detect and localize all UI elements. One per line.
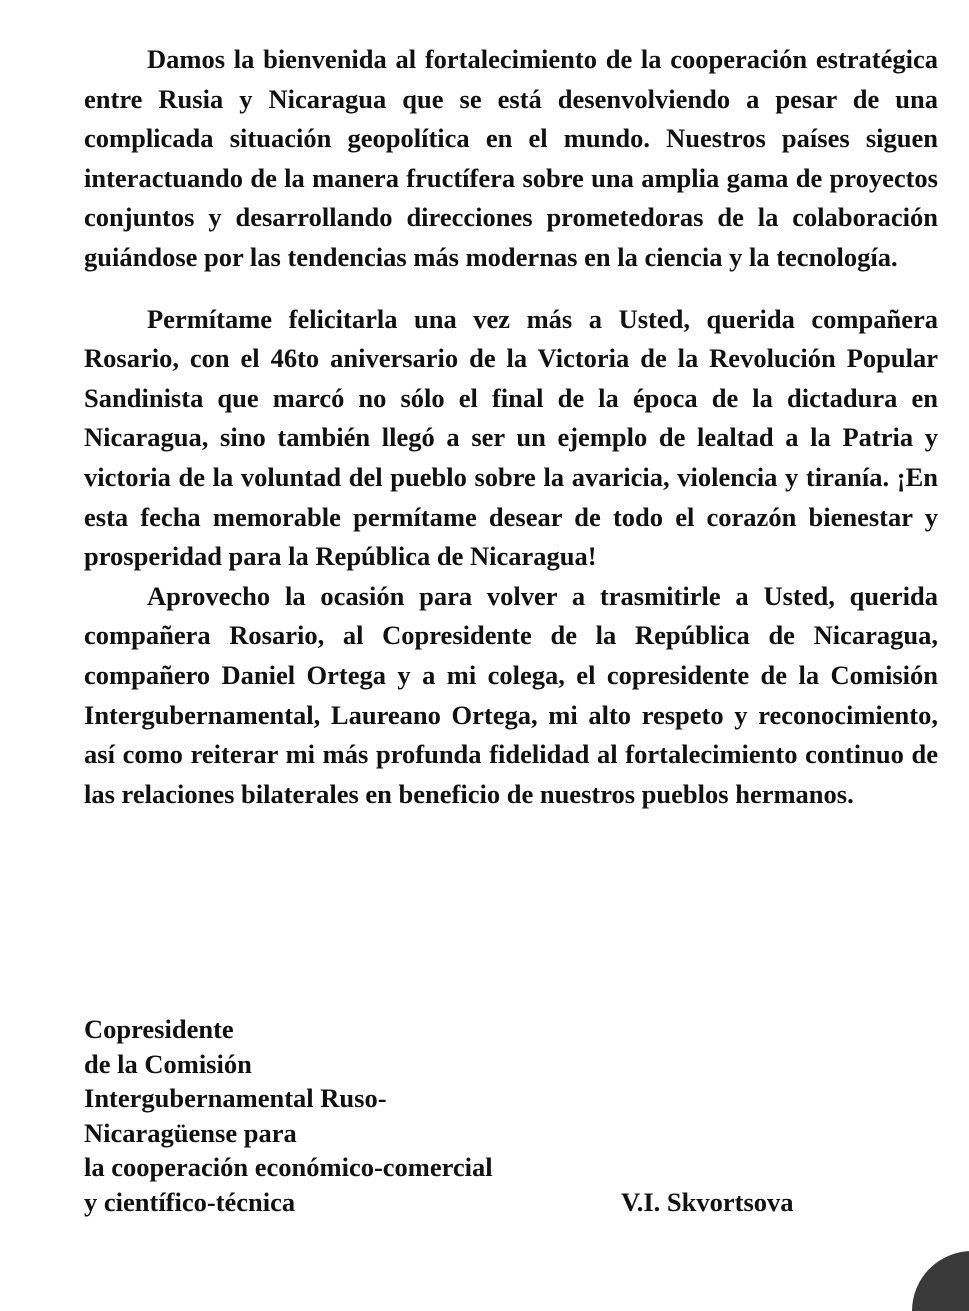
letter-body	[84, 40, 938, 814]
signer-title-line: Nicaragüense para	[84, 1117, 297, 1148]
signer-title-line: Intergubernamental Ruso-	[84, 1083, 387, 1114]
signer-name: V.I. Skvortsova	[621, 1187, 794, 1217]
signer-title-line: la cooperación económico-comercial	[84, 1152, 493, 1183]
signer-title-line: y científico-técnica	[84, 1186, 296, 1217]
paragraph-closing: Aprovecho la ocasión para volver a trasmitirle a Usted, querida compañera Rosario, al Copresidente de la República de Nicaragua, compañero Daniel Ortega y a mi colega, el copresidente de la Comisión Intergubernamental, Laureano Ortega, mi alto respeto y reconocimiento, así como reiterar mi más profunda fidelidad al fortalecimiento continuo de las relaciones bilaterales en beneficio de nuestros pueblos hermanos.	[84, 580, 938, 809]
signer-title-line: Copresidente	[84, 1014, 234, 1044]
paragraph-congratulations: Permítame felicitarla una vez más a Usted, querida compañera Rosario, con el 46to aniversario de la Victoria de la Revolución Popular Sandinista que marcó no sólo el final de la época de la dictadura en Nicaragua, sino también llegó a ser un ejemplo de lealtad a la Patria y victoria de la voluntad del pueblo sobre la avaricia, violencia y tiranía. ¡En esta fecha memorable permítame desear de todo el corazón bienestar y prosperidad para la República de Nicaragua!	[84, 303, 938, 572]
signature-block	[84, 1012, 938, 1222]
page-corner-overlay	[912, 1251, 969, 1311]
signer-title-line: de la Comisión	[84, 1048, 252, 1079]
paragraph-cooperation: Damos la bienvenida al fortalecimiento de la cooperación estratégica entre Rusia y Nicaragua que se está desenvolviendo a pesar de una complicada situación geopolítica en el mundo. Nuestros países siguen interactuando de la manera fructífera sobre una amplia gama de proyectos conjuntos y desarrollando direcciones prometedoras de la colaboración guiándose por las tendencias más modernas en la ciencia y la tecnología.	[84, 44, 938, 272]
signer-title	[84, 1012, 493, 1220]
